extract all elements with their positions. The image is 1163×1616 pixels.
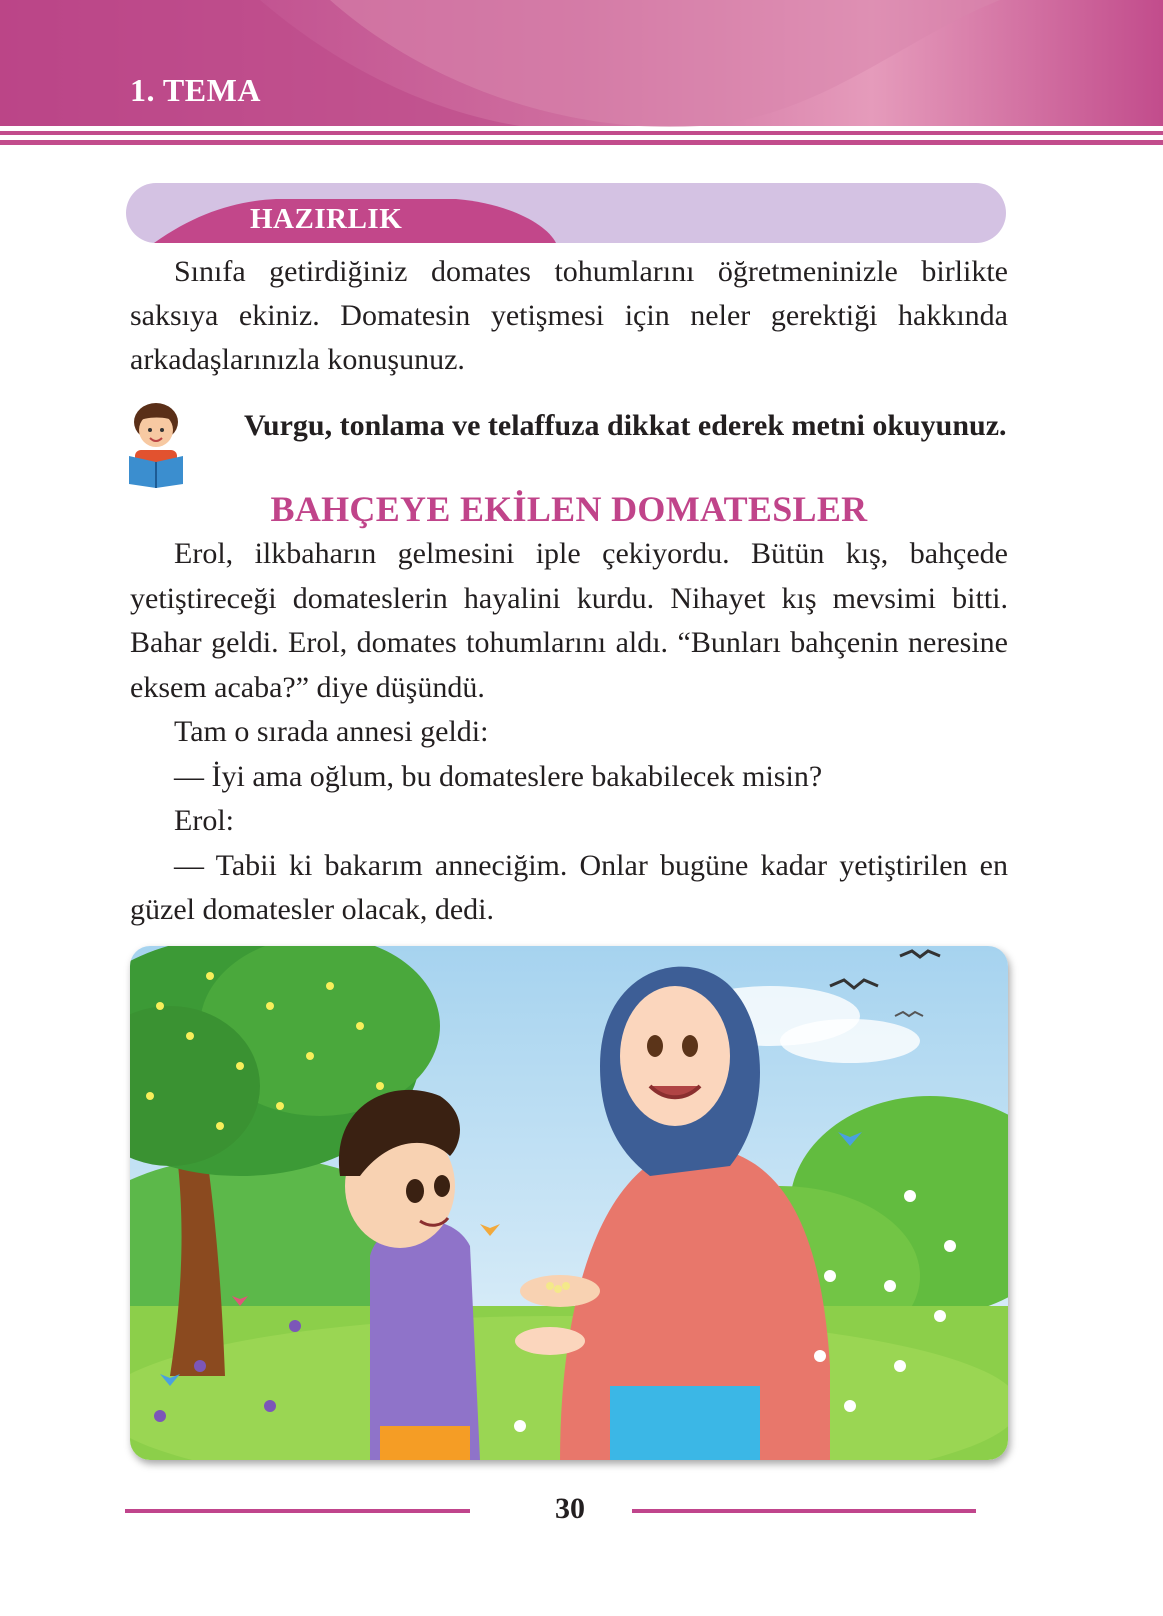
- story-paragraph: Tam o sırada annesi geldi:: [174, 715, 489, 748]
- footer-line-left: [125, 1509, 470, 1513]
- reading-child-icon: [125, 400, 187, 488]
- story-paragraph: — İyi ama oğlum, bu domateslere bakabilecek misin?: [174, 759, 823, 793]
- story-paragraph: Erol, ilkbaharın gelmesini iple çekiyordu. Bütün kış, bahçede yetiştireceği domateslerin hayalini kurdu. Nihayet kış mevsimi bitti. Bahar geldi. Erol, domates tohumlarını aldı. “Bunları bahçenin neresine eksem acaba?” diye düşündü.: [130, 537, 1008, 704]
- reading-instruction: Vurgu, tonlama ve telaffuza dikkat ederek metni okuyunuz.: [244, 409, 1007, 442]
- footer-line-right: [632, 1509, 976, 1513]
- story-text: [130, 532, 1008, 933]
- garden-scene: [130, 946, 1008, 1460]
- story-paragraph: Erol:: [174, 804, 234, 837]
- theme-label: 1. TEMA: [130, 72, 261, 108]
- preparation-paragraph: Sınıfa getirdiğiniz domates tohumlarını öğretmeninizle birlikte saksıya ekiniz. Domatesin yetişmesi için neler gerektiği hakkında arkadaşlarınızla konuşunuz.: [130, 255, 1008, 376]
- page-number: 30: [555, 1492, 585, 1525]
- story-illustration: [130, 946, 1008, 1460]
- story-paragraph: — Tabii ki bakarım anneciğim. Onlar bugüne kadar yetiştirilen en güzel domatesler olacak, dedi.: [130, 848, 1008, 926]
- story-title: BAHÇEYE EKİLEN DOMATESLER: [270, 489, 868, 529]
- preparation-text: [130, 250, 1008, 382]
- section-title: HAZIRLIK: [250, 203, 403, 235]
